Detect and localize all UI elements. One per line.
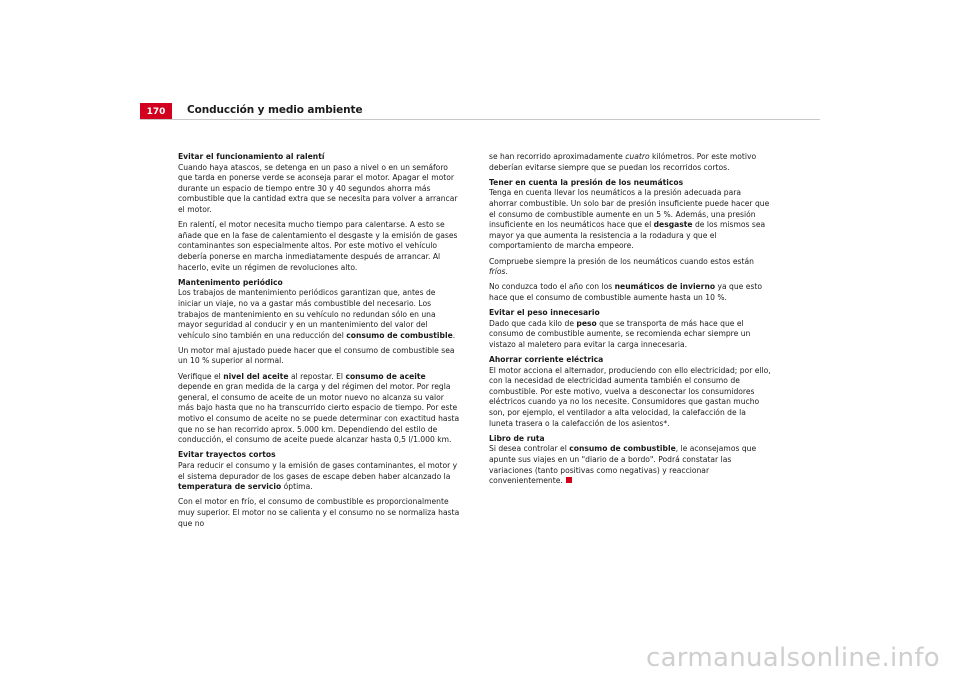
bold-run: consumo de aceite — [345, 371, 426, 381]
heading-presion-neumaticos: Tener en cuenta la presión de los neumáticos — [489, 177, 684, 187]
text-run: Tenga en cuenta llevar los neumáticos a la presión adecuada para ahorrar combustible. Un solo bar de presión insuficiente puede hacer que el consumo de combustible aumente en un 5 %. Además, una presión insuficiente en los neumáticos hace que el — [489, 188, 770, 230]
left-column — [178, 152, 460, 534]
paragraph — [489, 444, 771, 486]
text-run: Si desea controlar el — [489, 444, 570, 454]
paragraph: Con el motor en frío, el consumo de combustible es proporcionalmente muy superior. El motor no se calienta y el consumo no se normaliza hasta que no — [178, 497, 460, 528]
bold-run: neumáticos de invierno — [614, 282, 716, 292]
paragraph — [489, 188, 771, 252]
text-run: óptima. — [281, 482, 313, 492]
paragraph — [489, 282, 771, 303]
page-number: 170 — [140, 103, 172, 120]
paragraph: Cuando haya atascos, se detenga en un paso a nivel o en un semáforo que tarda en ponerse verde se aconseja parar el motor. Apagar el motor durante un espacio de tiempo entre 30 y 40 segundos ahorra más combustible que la cantidad extra que se necesita para volver a arrancar el motor. — [178, 162, 458, 214]
heading-trayectos-cortos: Evitar trayectos cortos — [178, 450, 276, 460]
bold-run: consumo de combustible — [346, 330, 453, 340]
text-run: que se transporta de más hace que el consumo de combustible aumente, se recomienda echar siempre un vistazo al maletero para evitar la carga innecesaria. — [489, 318, 751, 349]
bold-run: consumo de combustible — [569, 444, 676, 454]
paragraph: El motor acciona el alternador, produciendo con ello electricidad; por ello, con la necesidad de electricidad aumenta también el consumo de combustible. Por este motivo, vuelva a desconectar los consumidores eléctricos cuando ya no los necesite. Consumidores que gastan mucho son, por ejemplo, el ventilador a alta velocidad, la calefacción de la luneta trasera o la calefacción de los asientos*. — [489, 365, 771, 428]
text-run: Los trabajos de mantenimiento periódicos garantizan que, antes de iniciar un viaje, no va a gastar más combustible del necesario. Los trabajos de mantenimiento en su vehículo no redundan sólo en una mayor seguridad al conducir y en un mantenimiento del valor del vehículo sino también en una reducción del — [178, 288, 436, 340]
heading-peso: Evitar el peso innecesario — [489, 308, 600, 318]
text-run: . — [505, 267, 508, 277]
heading-mantenimiento: Mantenimento periódico — [178, 277, 283, 287]
text-run: Dado que cada kilo de — [489, 318, 577, 328]
watermark: carmanualsonline.info — [645, 643, 940, 673]
paragraph — [489, 319, 771, 351]
paragraph — [489, 152, 771, 173]
text-run: se han recorrido aproximadamente — [489, 152, 626, 161]
text-run: Para reducir el consumo y la emisión de gases contaminantes, el motor y el sistema depurador de los gases de escape deben haber alcanzado la — [178, 461, 458, 481]
paragraph — [178, 461, 460, 493]
bold-run: peso — [576, 318, 597, 328]
text-run: . — [452, 330, 456, 340]
text-run: Compruebe siempre la presión de los neumáticos cuando estos están — [489, 256, 754, 266]
heading-ralenti: Evitar el funcionamiento al ralentí — [178, 152, 325, 161]
paragraph — [178, 288, 460, 341]
page-title: Conducción y medio ambiente — [187, 104, 363, 116]
right-column — [489, 152, 771, 491]
italic-run: fríos — [489, 267, 506, 277]
paragraph — [178, 372, 460, 446]
section-end-icon — [566, 477, 572, 483]
heading-corriente-electrica: Ahorrar corriente eléctrica — [489, 355, 604, 365]
heading-libro-ruta: Libro de ruta — [489, 433, 545, 443]
paragraph: En ralentí, el motor necesita mucho tiempo para calentarse. A esto se añade que en la fase de calentamiento el desgaste y la emisión de gases contaminantes son especialmente altos. Por este motivo el vehículo debería ponerse en marcha inmediatamente después de arrancar. Al hacerlo, evite un régimen de revoluciones alto. — [178, 220, 458, 272]
text-run: ya que esto hace que el consumo de combustible aumente hasta un 10 %. — [489, 282, 763, 302]
italic-run: cuatro — [625, 152, 650, 161]
text-run: No conduzca todo el año con los — [489, 282, 615, 292]
header-rule — [140, 119, 820, 120]
text-run: de los mismos sea mayor ya que aumenta la resistencia a la rodadura y que el comportamiento de marcha empeore. — [489, 220, 766, 251]
paragraph: Un motor mal ajustado puede hacer que el consumo de combustible sea un 10 % superior al normal. — [178, 345, 455, 366]
paragraph — [489, 257, 771, 278]
bold-run: nivel del aceite — [223, 371, 289, 381]
text-run: kilómetros. Por este motivo deberían evitarse siempre que se puedan los recorridos cortos. — [489, 152, 757, 172]
bold-run: desgaste — [653, 220, 693, 230]
text-run: Verifique el — [178, 371, 224, 381]
text-run: , le aconsejamos que apunte sus viajes en un "diario de a bordo". Podrá constatar las variaciones (tanto positivas como negativas) y reaccionar convenientemente. — [489, 444, 757, 486]
bold-run: temperatura de servicio — [178, 482, 282, 492]
text-run: al repostar. El — [288, 371, 346, 381]
text-run: depende en gran medida de la carga y del régimen del motor. Por regla general, el consumo de aceite de un motor nuevo no alcanza su valor más bajo hasta que no ha transcurrido cierto espacio de tiempo. Por este motivo el consumo de aceite no se puede determinar con exactitud hasta que no se han recorrido aprox. 5.000 km. Dependiendo del estilo de conducción, el consumo de aceite puede alcanzar hasta 0,5 l/1.000 km. — [178, 382, 460, 445]
